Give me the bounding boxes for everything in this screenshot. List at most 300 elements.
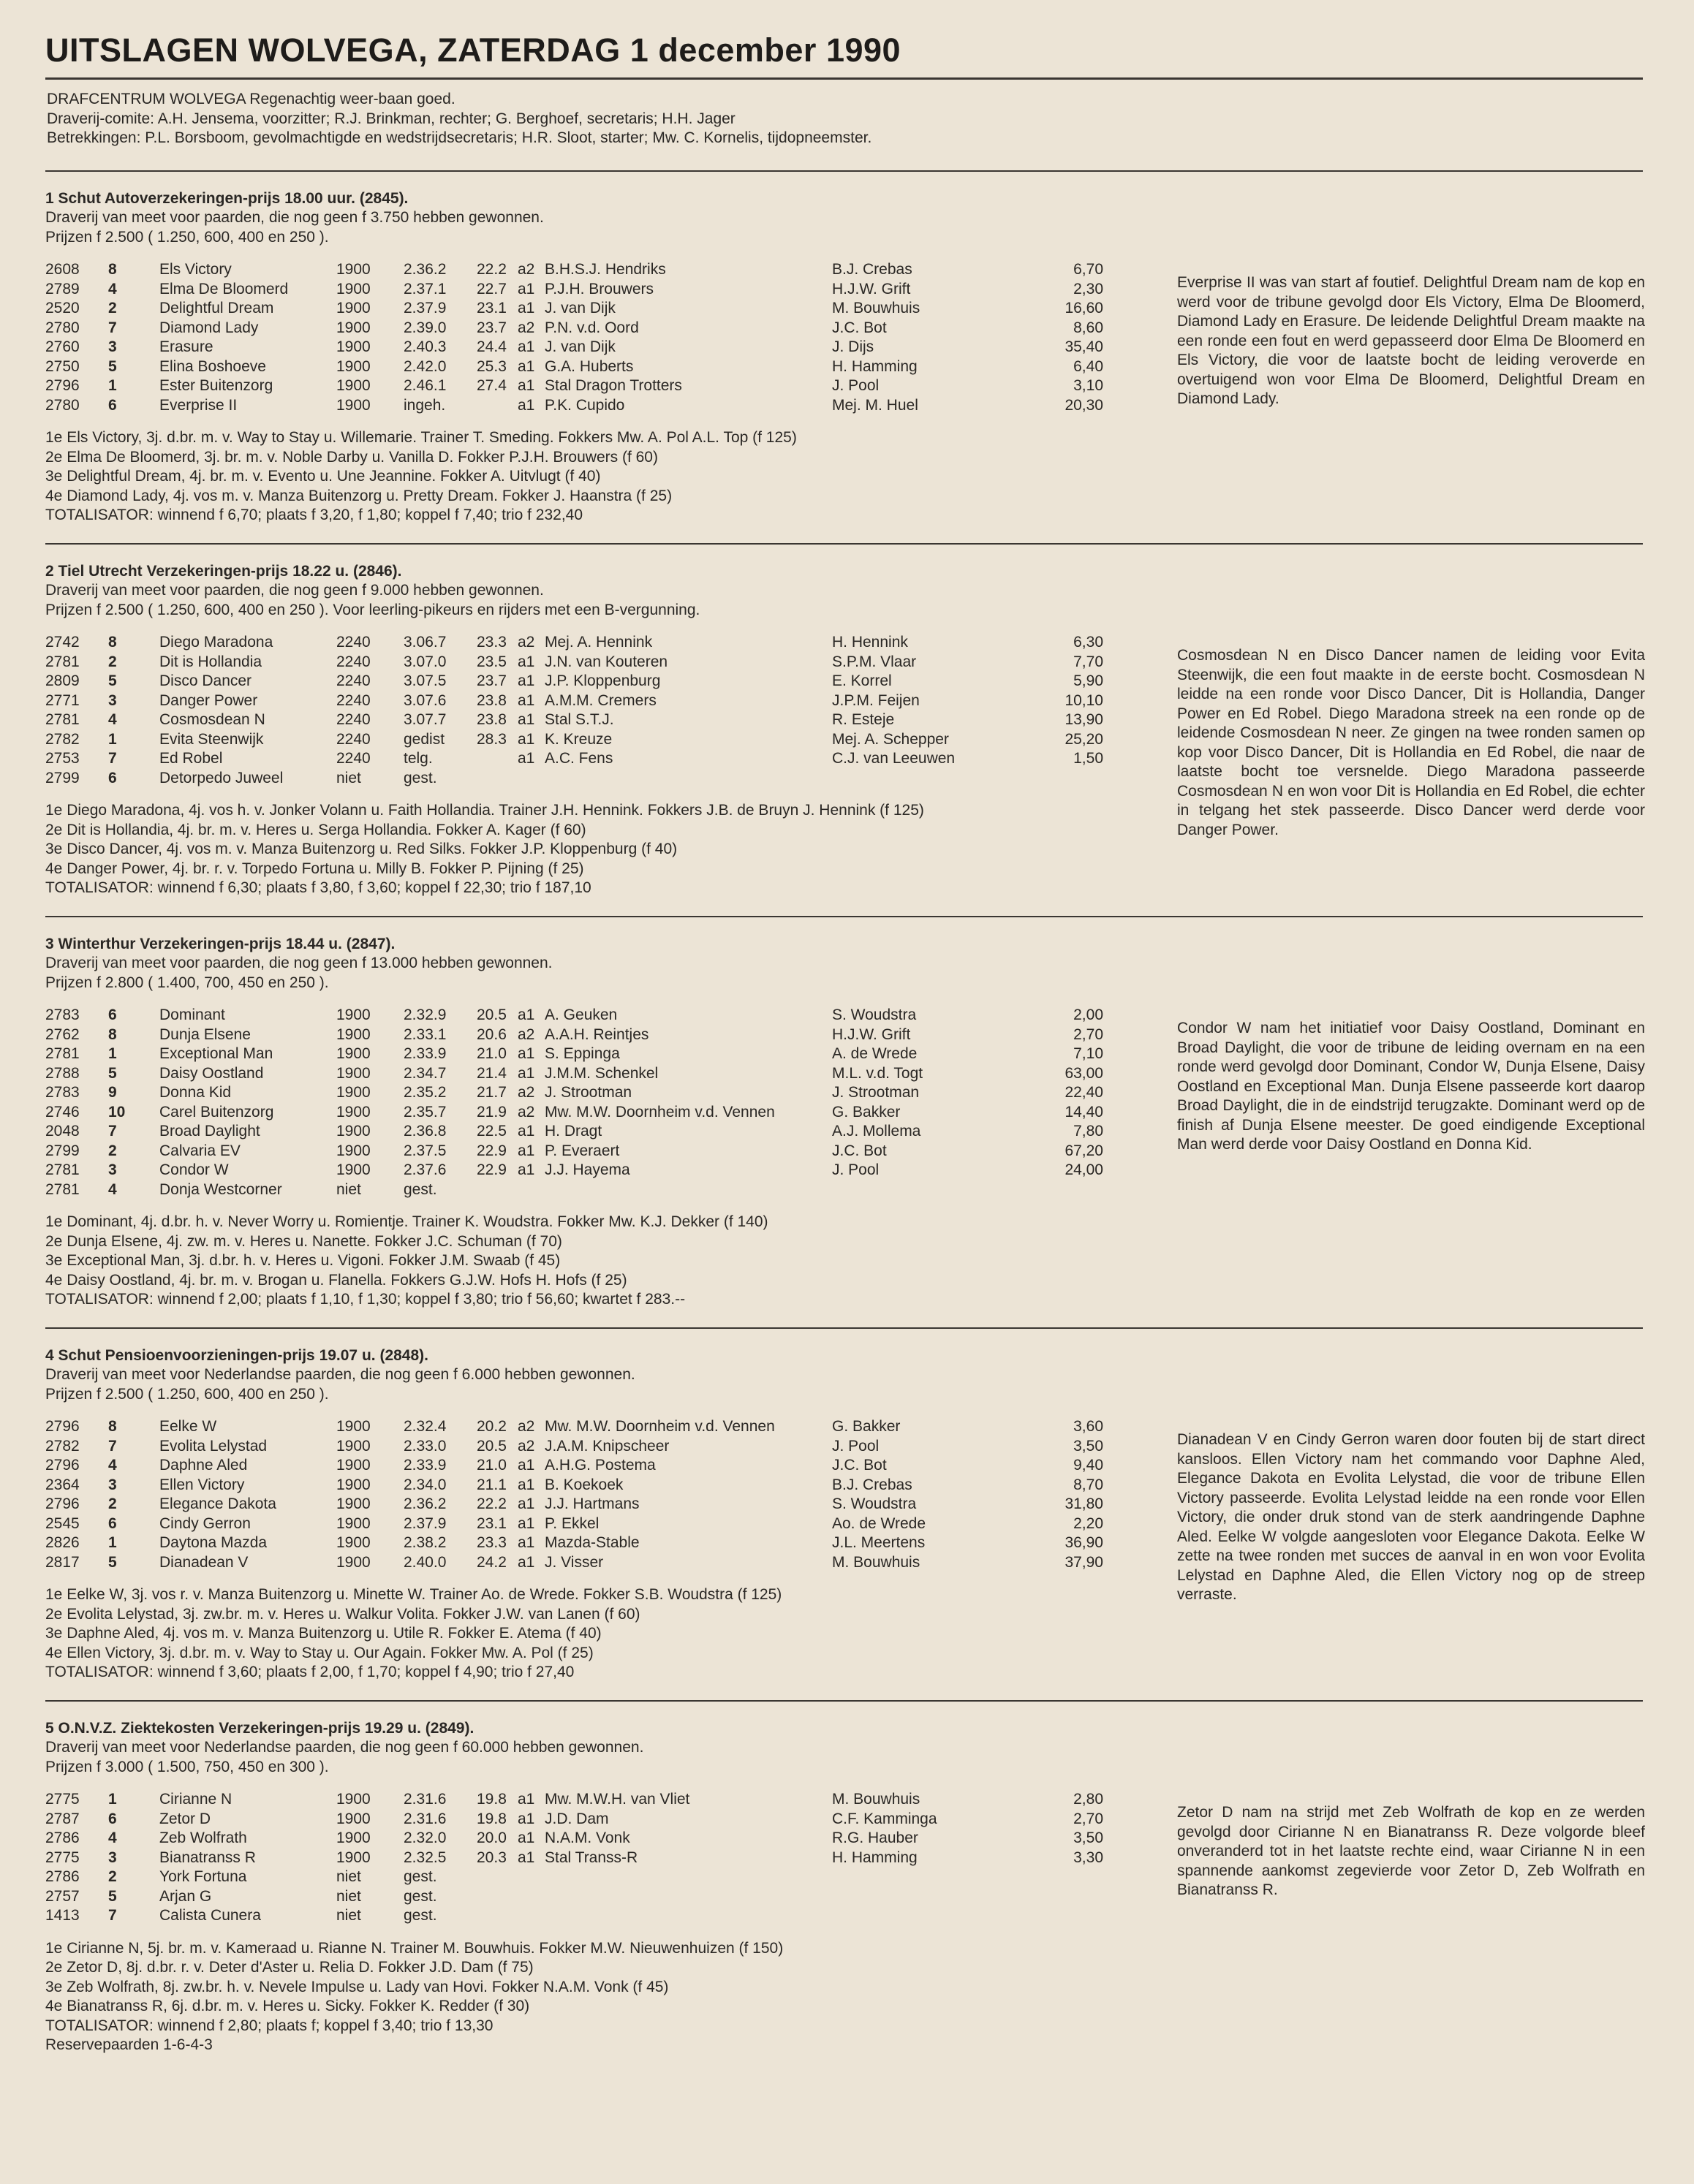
totalisator-odds: 7,10 — [1073, 1045, 1103, 1062]
detail-line: 2e Dunja Elsene, 4j. zw. m. v. Heres u. Nanette. Fokker J.C. Schuman (f 70) — [45, 1232, 562, 1250]
start-type: a1 — [518, 1476, 535, 1493]
detail-line: 4e Daisy Oostland, 4j. br. m. v. Brogan u. Flanella. Fokkers G.J.W. Hofs H. Hofs (f 25) — [45, 1271, 627, 1289]
horse-id: 2796 — [45, 1457, 80, 1474]
trainer: C.J. van Leeuwen — [832, 750, 956, 767]
horse-name: Daphne Aled — [159, 1457, 248, 1474]
start-number: 5 — [108, 1553, 117, 1571]
table-row — [45, 299, 1103, 319]
table-row — [45, 1829, 1103, 1849]
start-number: 9 — [108, 1084, 117, 1101]
table-row — [45, 1495, 1103, 1514]
km-time: 20.3 — [477, 1849, 507, 1866]
trainer: J.L. Meertens — [832, 1534, 926, 1551]
distance: 1900 — [336, 1045, 371, 1062]
start-number: 3 — [108, 691, 117, 709]
km-time: 25.3 — [477, 357, 507, 375]
trainer: H.J.W. Grift — [832, 280, 911, 297]
totalisator-odds: 3,30 — [1073, 1849, 1103, 1866]
trainer: J. Dijs — [832, 338, 874, 355]
km-time: 20.0 — [477, 1830, 507, 1846]
race-details — [45, 428, 1643, 526]
driver: A.M.M. Cremers — [545, 691, 657, 709]
km-time: 24.2 — [477, 1553, 507, 1571]
detail-line: 2e Elma De Bloomerd, 3j. br. m. v. Noble Darby u. Vanilla D. Fokker P.J.H. Brouwers (f 60) — [45, 448, 658, 466]
totalisator-odds: 6,70 — [1073, 261, 1103, 278]
start-type: a1 — [518, 1064, 535, 1082]
start-number: 1 — [108, 1534, 117, 1551]
distance: 1900 — [336, 1553, 371, 1571]
race-time: 3.07.0 — [404, 653, 447, 670]
start-number: 6 — [108, 396, 117, 414]
horse-name: Cindy Gerron — [159, 1514, 251, 1532]
totalisator-odds: 2,80 — [1073, 1791, 1103, 1808]
driver — [545, 1868, 832, 1887]
race-body — [45, 633, 1643, 898]
results-table — [45, 1006, 1103, 1199]
distance: 1900 — [336, 1103, 371, 1121]
totalisator-odds: 10,10 — [1065, 691, 1103, 709]
table-row — [45, 710, 1103, 730]
driver — [545, 1887, 832, 1907]
results-table — [45, 1417, 1103, 1572]
km-time: 23.5 — [477, 653, 507, 670]
horse-id: 1413 — [45, 1907, 80, 1924]
start-type: a1 — [518, 1849, 535, 1866]
table-row — [45, 376, 1103, 396]
driver: Mw. M.W. Doornheim v.d. Vennen — [545, 1418, 775, 1435]
distance: 1900 — [336, 1064, 371, 1082]
race-time: gest. — [404, 1907, 437, 1924]
km-time: 28.3 — [477, 730, 507, 748]
horse-name: Calista Cunera — [159, 1907, 261, 1924]
start-number: 10 — [108, 1103, 126, 1121]
trainer: H. Hamming — [832, 357, 918, 375]
distance: 1900 — [336, 1791, 371, 1808]
driver: A.H.G. Postema — [545, 1457, 656, 1474]
horse-id: 2771 — [45, 691, 80, 709]
horse-id: 2753 — [45, 750, 80, 767]
race-time: 2.40.0 — [404, 1553, 447, 1571]
table-row — [45, 396, 1103, 416]
start-number: 8 — [108, 1025, 117, 1043]
start-type: a1 — [518, 1142, 535, 1159]
km-time: 21.1 — [477, 1476, 507, 1493]
trainer: J.P.M. Feijen — [832, 691, 920, 709]
horse-id: 2782 — [45, 730, 80, 748]
race-header — [45, 935, 1643, 993]
start-number: 4 — [108, 1457, 117, 1474]
table-row — [45, 338, 1103, 357]
start-type: a1 — [518, 300, 535, 316]
horse-name: Exceptional Man — [159, 1045, 273, 1062]
race-time: gest. — [404, 1180, 437, 1198]
start-number: 8 — [108, 634, 117, 651]
horse-id: 2826 — [45, 1534, 80, 1551]
detail-line: TOTALISATOR: winnend f 6,30; plaats f 3,80, f 3,60; koppel f 22,30; trio f 187,10 — [45, 879, 591, 896]
trainer: M.L. v.d. Togt — [832, 1064, 923, 1082]
driver: Mw. M.W.H. van Vliet — [545, 1791, 690, 1808]
race-time: 2.34.7 — [404, 1064, 447, 1082]
distance: 1900 — [336, 1495, 371, 1512]
table-row — [45, 1142, 1103, 1161]
km-time: 23.3 — [477, 1534, 507, 1551]
race-body — [45, 1417, 1643, 1683]
start-type: a2 — [518, 319, 535, 336]
driver: N.A.M. Vonk — [545, 1830, 630, 1846]
distance: niet — [336, 769, 361, 786]
totalisator-odds: 25,20 — [1065, 730, 1103, 748]
horse-id: 2788 — [45, 1064, 80, 1082]
race-commentary: Cosmosdean N en Disco Dancer namen de leiding voor Evita Steenwijk, die een fout maakte in de eerste bocht. Cosmosdean N leidde na een ronde voor Disco Dancer, Dit is Hollandia, Danger Power en Ed Robel. Diego Maradona streek na een ronde op de leidende Cosmosdean N neer. Ze gingen na twee ronden samen op kop voor Disco Dancer, Dit is Hollandia en Ed Robel, die naar de laatste bocht toe versnelde. Diego Maradona passeerde Cosmosdean N en won voor Dit is Hollandia en Ed Robel, die echter in telgang het stek passeerde. Disco Dancer werd derde voor Danger Power. — [1177, 647, 1645, 838]
km-time — [477, 1906, 518, 1926]
horse-name: Detorpedo Juweel — [159, 769, 284, 786]
distance: 1900 — [336, 377, 371, 394]
race-divider — [45, 916, 1643, 917]
horse-id: 2757 — [45, 1887, 80, 1905]
driver: J. Visser — [545, 1553, 604, 1571]
trainer: S. Woudstra — [832, 1495, 917, 1512]
trainer: J. Pool — [832, 377, 880, 394]
distance: 2240 — [336, 730, 371, 748]
totalisator-odds: 7,80 — [1073, 1123, 1103, 1140]
horse-id: 2782 — [45, 1437, 80, 1455]
trainer: M. Bouwhuis — [832, 300, 920, 316]
driver: J.A.M. Knipscheer — [545, 1437, 670, 1455]
horse-id: 2809 — [45, 672, 80, 689]
horse-name: Carel Buitenzorg — [159, 1103, 274, 1121]
start-type: a2 — [518, 1103, 535, 1121]
horse-name: Elegance Dakota — [159, 1495, 276, 1512]
start-type: a1 — [518, 1534, 535, 1551]
horse-name: Daisy Oostland — [159, 1064, 264, 1082]
horse-id: 2781 — [45, 653, 80, 670]
table-row — [45, 672, 1103, 691]
table-row — [45, 1437, 1103, 1457]
table-row — [45, 730, 1103, 750]
races-container — [45, 170, 1643, 2055]
driver: P.K. Cupido — [545, 396, 625, 414]
totalisator-odds: 36,90 — [1065, 1534, 1103, 1551]
start-type: a1 — [518, 730, 535, 748]
trainer: S. Woudstra — [832, 1006, 917, 1023]
race-condition: Prijzen f 2.800 ( 1.400, 700, 450 en 250 ). — [45, 974, 329, 991]
race-header — [45, 1719, 1643, 1778]
start-number: 3 — [108, 1476, 117, 1493]
horse-name: Cirianne N — [159, 1791, 232, 1808]
start-number: 5 — [108, 357, 117, 375]
start-type: a2 — [518, 634, 535, 651]
start-type: a1 — [518, 1553, 535, 1571]
start-number: 5 — [108, 1064, 117, 1082]
race-time: 2.37.5 — [404, 1142, 447, 1159]
horse-name: Ester Buitenzorg — [159, 377, 273, 394]
horse-name: Dominant — [159, 1006, 225, 1023]
start-number: 4 — [108, 1180, 117, 1198]
horse-name: Diego Maradona — [159, 634, 273, 651]
totalisator-odds: 31,80 — [1065, 1495, 1103, 1512]
race-condition: Draverij van meet voor paarden, die nog geen f 3.750 hebben gewonnen. — [45, 209, 544, 226]
driver: J.J. Hartmans — [545, 1495, 640, 1512]
trainer: E. Korrel — [832, 672, 892, 689]
start-number: 2 — [108, 1495, 117, 1512]
km-time: 21.0 — [477, 1457, 507, 1474]
distance: 1900 — [336, 1476, 371, 1493]
totalisator-odds: 6,40 — [1073, 357, 1103, 375]
table-row — [45, 653, 1103, 672]
trainer — [832, 1180, 1037, 1200]
race-section — [45, 189, 1643, 526]
race-time: 2.37.6 — [404, 1161, 447, 1178]
totalisator-odds: 2,00 — [1073, 1006, 1103, 1023]
distance: 1900 — [336, 261, 371, 278]
horse-name: Everprise II — [159, 396, 238, 414]
horse-name: Diamond Lady — [159, 319, 259, 336]
detail-line: Reservepaarden 1-6-4-3 — [45, 2036, 213, 2053]
race-time: 2.37.9 — [404, 1514, 447, 1532]
driver: P.N. v.d. Oord — [545, 319, 639, 336]
distance: 1900 — [336, 319, 371, 336]
distance: 1900 — [336, 1534, 371, 1551]
detail-line: 3e Daphne Aled, 4j. vos m. v. Manza Buitenzorg u. Utile R. Fokker E. Atema (f 40) — [45, 1625, 602, 1642]
driver: J. Strootman — [545, 1084, 632, 1101]
table-row — [45, 1122, 1103, 1142]
trainer — [832, 1868, 1037, 1887]
km-time: 22.2 — [477, 261, 507, 278]
km-time — [477, 1868, 518, 1887]
start-number: 1 — [108, 1045, 117, 1062]
distance: 1900 — [336, 357, 371, 375]
km-time: 22.7 — [477, 280, 507, 297]
race-time: 2.34.0 — [404, 1476, 447, 1493]
totalisator-odds: 8,60 — [1073, 319, 1103, 336]
table-row — [45, 1533, 1103, 1553]
driver: Stal Transs-R — [545, 1849, 638, 1866]
race-time: gest. — [404, 769, 437, 786]
horse-id: 2781 — [45, 1180, 80, 1198]
horse-id: 2786 — [45, 1868, 80, 1885]
start-number: 7 — [108, 319, 117, 336]
distance: 1900 — [336, 300, 371, 316]
distance: 1900 — [336, 1849, 371, 1866]
race-details — [45, 1939, 1643, 2055]
horse-name: Ellen Victory — [159, 1476, 245, 1493]
race-body — [45, 1006, 1643, 1310]
start-type: a1 — [518, 1006, 535, 1023]
start-type: a2 — [518, 1084, 535, 1101]
horse-name: Eelke W — [159, 1418, 217, 1435]
race-time: 2.32.5 — [404, 1849, 447, 1866]
race-details — [45, 1213, 1643, 1310]
race-time: 2.46.1 — [404, 377, 447, 394]
totalisator-odds: 1,50 — [1073, 750, 1103, 767]
detail-line: 3e Exceptional Man, 3j. d.br. h. v. Heres u. Vigoni. Fokker J.M. Swaab (f 45) — [45, 1252, 561, 1269]
driver: B.H.S.J. Hendriks — [545, 261, 666, 278]
race-time: 2.32.0 — [404, 1830, 447, 1846]
horse-id: 2780 — [45, 319, 80, 336]
horse-id: 2789 — [45, 280, 80, 297]
horse-id: 2796 — [45, 1418, 80, 1435]
table-row — [45, 769, 1103, 789]
horse-id: 2742 — [45, 634, 80, 651]
table-row — [45, 1790, 1103, 1810]
table-row — [45, 280, 1103, 300]
driver: Stal Dragon Trotters — [545, 377, 682, 394]
race-time: 2.36.8 — [404, 1123, 447, 1140]
table-row — [45, 749, 1103, 769]
trainer: S.P.M. Vlaar — [832, 653, 917, 670]
driver: P. Everaert — [545, 1142, 620, 1159]
trainer — [832, 769, 1037, 789]
driver: J.N. van Kouteren — [545, 653, 668, 670]
start-type — [518, 1906, 545, 1926]
results-page — [45, 29, 1643, 2055]
race-divider — [45, 1327, 1643, 1329]
km-time: 22.2 — [477, 1495, 507, 1512]
totalisator-odds: 35,40 — [1065, 338, 1103, 355]
km-time — [477, 396, 518, 416]
start-number: 6 — [108, 769, 117, 786]
start-type: a1 — [518, 396, 535, 414]
trainer: B.J. Crebas — [832, 1476, 912, 1493]
race-time: gest. — [404, 1887, 437, 1905]
horse-name: Bianatranss R — [159, 1849, 256, 1866]
start-number: 6 — [108, 1006, 117, 1023]
horse-name: Daytona Mazda — [159, 1534, 268, 1551]
km-time: 20.5 — [477, 1006, 507, 1023]
distance: 1900 — [336, 338, 371, 355]
start-type: a1 — [518, 653, 535, 670]
start-type: a1 — [518, 338, 535, 355]
distance: 1900 — [336, 1418, 371, 1435]
table-row — [45, 1868, 1103, 1887]
start-type: a1 — [518, 672, 535, 689]
trainer: J.C. Bot — [832, 1457, 887, 1474]
start-number: 1 — [108, 1791, 117, 1808]
horse-id: 2746 — [45, 1103, 80, 1121]
totalisator-odds: 20,30 — [1065, 396, 1103, 414]
driver: H. Dragt — [545, 1123, 602, 1140]
totalisator-odds — [1037, 1887, 1103, 1907]
km-time: 20.5 — [477, 1437, 507, 1455]
horse-name: Dit is Hollandia — [159, 653, 262, 670]
start-number: 4 — [108, 711, 117, 728]
km-time: 23.8 — [477, 691, 507, 709]
start-type: a2 — [518, 1418, 535, 1435]
race-time: 2.40.3 — [404, 338, 447, 355]
horse-id: 2796 — [45, 377, 80, 394]
driver: P.J.H. Brouwers — [545, 280, 654, 297]
totalisator-odds: 3,60 — [1073, 1418, 1103, 1435]
start-number: 2 — [108, 300, 117, 316]
race-body — [45, 260, 1643, 526]
detail-line: 3e Delightful Dream, 4j. br. m. v. Evento u. Une Jeannine. Fokker A. Uitvlugt (f 40) — [45, 468, 601, 485]
race-time: ingeh. — [404, 396, 446, 414]
race-header — [45, 562, 1643, 621]
totalisator-odds: 3,50 — [1073, 1830, 1103, 1846]
start-type — [518, 1868, 545, 1887]
driver: A.C. Fens — [545, 750, 613, 767]
race-condition: Prijzen f 2.500 ( 1.250, 600, 400 en 250 ). — [45, 228, 329, 246]
start-type: a1 — [518, 1457, 535, 1474]
driver: Mej. A. Hennink — [545, 634, 653, 651]
title-divider — [45, 77, 1643, 80]
detail-line: TOTALISATOR: winnend f 6,70; plaats f 3,20, f 1,80; koppel f 7,40; trio f 232,40 — [45, 507, 583, 523]
trainer: J. Pool — [832, 1437, 880, 1455]
detail-line: TOTALISATOR: winnend f 2,00; plaats f 1,10, f 1,30; koppel f 3,80; trio f 56,60; kwartet f 283.-- — [45, 1291, 686, 1308]
driver: S. Eppinga — [545, 1045, 620, 1062]
totalisator-odds: 8,70 — [1073, 1476, 1103, 1493]
totalisator-odds: 2,70 — [1073, 1810, 1103, 1827]
detail-line: 3e Zeb Wolfrath, 8j. zw.br. h. v. Nevele Impulse u. Lady van Hovi. Fokker N.A.M. Vonk (f 45) — [45, 1978, 669, 1995]
trainer — [832, 1906, 1037, 1926]
detail-line: 1e Dominant, 4j. d.br. h. v. Never Worry u. Romientje. Trainer K. Woudstra. Fokker Mw. K.J. Dekker (f 140) — [45, 1213, 768, 1230]
distance: 1900 — [336, 1006, 371, 1023]
horse-id: 2520 — [45, 300, 80, 316]
start-number: 8 — [108, 1418, 117, 1435]
km-time: 23.3 — [477, 634, 507, 651]
results-table — [45, 1790, 1103, 1926]
trainer: Ao. de Wrede — [832, 1514, 926, 1532]
horse-name: Ed Robel — [159, 750, 223, 767]
horse-name: Dianadean V — [159, 1553, 249, 1571]
results-table — [45, 633, 1103, 788]
trainer: H.J.W. Grift — [832, 1025, 911, 1043]
race-body — [45, 1790, 1643, 2055]
distance: 2240 — [336, 653, 371, 670]
horse-id: 2760 — [45, 338, 80, 355]
race-time: 2.33.9 — [404, 1457, 447, 1474]
horse-name: Disco Dancer — [159, 672, 252, 689]
table-row — [45, 1906, 1103, 1926]
detail-line: 3e Disco Dancer, 4j. vos m. v. Manza Buitenzorg u. Red Silks. Fokker J.P. Kloppenburg (f 40) — [45, 841, 678, 857]
race-time: 2.33.1 — [404, 1025, 447, 1043]
race-section — [45, 562, 1643, 898]
table-row — [45, 1083, 1103, 1103]
distance: 1900 — [336, 1142, 371, 1159]
totalisator-odds — [1037, 1906, 1103, 1926]
detail-line: 1e Cirianne N, 5j. br. m. v. Kameraad u. Rianne N. Trainer M. Bouwhuis. Fokker M.W. Nieuwenhuizen (f 150) — [45, 1939, 784, 1957]
race-time: 3.07.7 — [404, 711, 447, 728]
race-header — [45, 1346, 1643, 1405]
totalisator-odds: 13,90 — [1065, 711, 1103, 728]
trainer: A.J. Mollema — [832, 1123, 921, 1140]
distance: niet — [336, 1180, 361, 1198]
horse-id: 2817 — [45, 1553, 80, 1571]
race-title: 4 Schut Pensioenvoorzieningen-prijs 19.07 u. (2848). — [45, 1346, 428, 1364]
start-number: 6 — [108, 1514, 117, 1532]
race-condition: Draverij van meet voor paarden, die nog geen f 13.000 hebben gewonnen. — [45, 955, 553, 971]
totalisator-odds: 3,50 — [1073, 1437, 1103, 1455]
race-condition: Draverij van meet voor paarden, die nog geen f 9.000 hebben gewonnen. — [45, 582, 544, 599]
race-commentary: Condor W nam het initiatief voor Daisy Oostland, Dominant en Broad Daylight, die voor de tribune de leiding overnam en na een ronde werd gevolgd door Dominant, Condor W, Dunja Elsene, Daisy Oostland en Exceptional Man. Dunja Elsene passeerde kort daarop Broad Daylight, die in de eindstrijd terugzakte. Dominant werd op de finish af Dunja Elsene meester. De goed eindigende Exceptional Man werd derde voor Daisy Oostland en Donna Kid. — [1177, 1020, 1645, 1153]
start-type — [518, 769, 545, 789]
start-type — [518, 1180, 545, 1200]
race-time: 3.07.6 — [404, 691, 447, 709]
start-type: a1 — [518, 750, 535, 767]
table-row — [45, 1810, 1103, 1830]
start-type: a2 — [518, 1025, 535, 1043]
km-time: 21.7 — [477, 1084, 507, 1101]
trainer: Mej. A. Schepper — [832, 730, 949, 748]
detail-line: 1e Els Victory, 3j. d.br. m. v. Way to Stay u. Willemarie. Trainer T. Smeding. Fokkers Mw. A. Pol A.L. Top (f 125) — [45, 429, 797, 446]
start-type: a1 — [518, 711, 535, 728]
race-time: 2.36.2 — [404, 261, 447, 278]
race-title: 1 Schut Autoverzekeringen-prijs 18.00 uur. (2845). — [45, 189, 409, 207]
horse-id: 2775 — [45, 1791, 80, 1808]
horse-id: 2799 — [45, 769, 80, 786]
distance: 1900 — [336, 1084, 371, 1101]
horse-id: 2364 — [45, 1476, 80, 1493]
